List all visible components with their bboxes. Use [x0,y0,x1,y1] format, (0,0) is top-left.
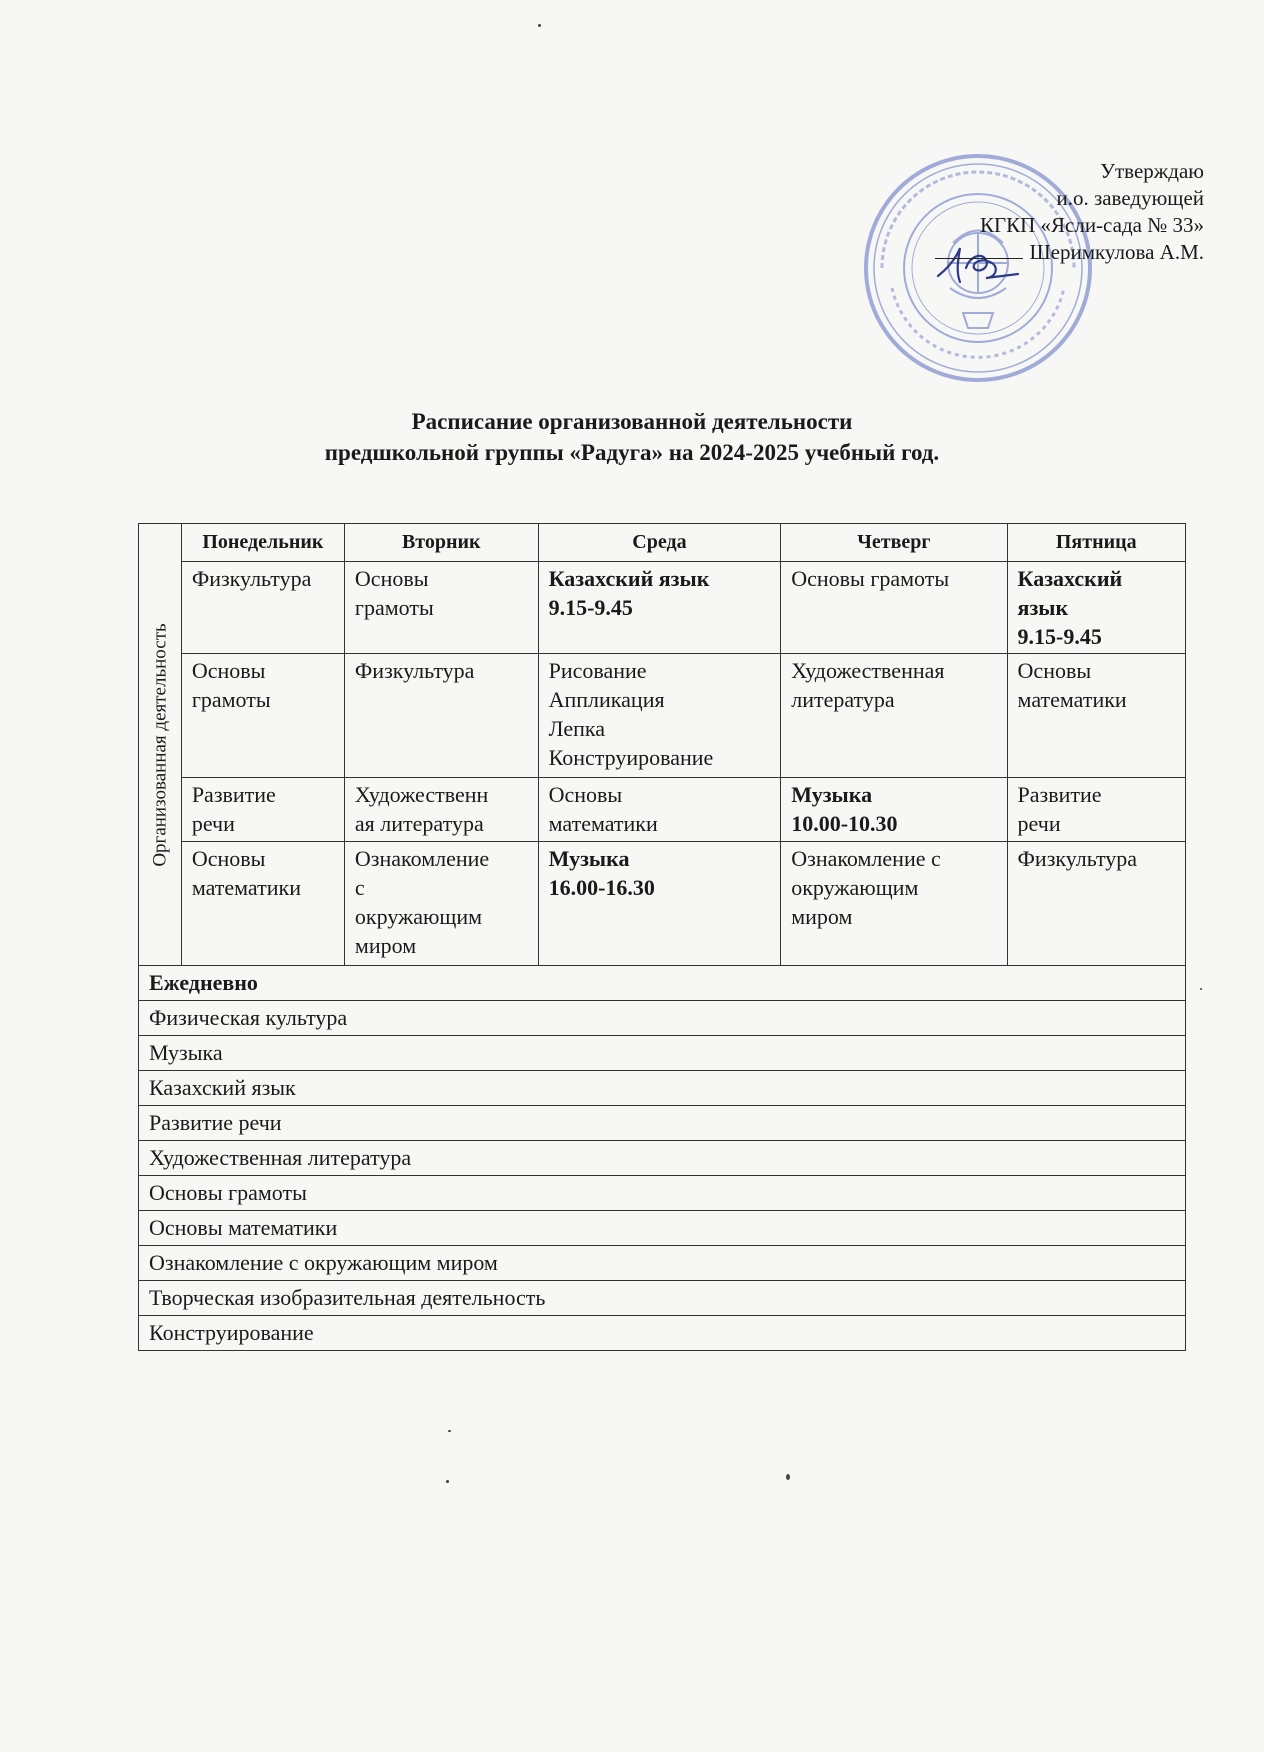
schedule-row [139,778,1186,842]
schedule-cell-monday [181,562,344,654]
cell-line: 10.00-10.30 [791,811,898,836]
scan-speck [538,24,541,27]
schedule-cell-tuesday [344,654,538,778]
cell-line: Рисование [548,658,647,683]
cell-line: Конструирование [548,745,714,770]
header-day-friday: Пятница [1007,524,1185,562]
cell-line: ая литература [354,811,484,836]
schedule-cell-friday [1007,842,1185,966]
cell-line: Ознакомление с [791,846,941,871]
daily-heading: Ежедневно [139,966,1186,1001]
cell-line: литература [791,687,895,712]
cell-line: Аппликация [548,687,665,712]
header-day-thursday: Четверг [781,524,1007,562]
cell-line: Основы [548,782,623,807]
cell-line: Музыка [791,782,873,807]
header-day-tuesday: Вторник [344,524,538,562]
daily-item: Основы математики [139,1211,1186,1246]
cell-line: грамоты [191,687,271,712]
daily-item: Художественная литература [139,1141,1186,1176]
daily-item: Творческая изобразительная деятельность [139,1281,1186,1316]
schedule-cell-wednesday [538,562,781,654]
daily-item: Ознакомление с окружающим миром [139,1246,1186,1281]
schedule-cell-thursday [781,778,1007,842]
cell-line: окружающим [354,904,483,929]
daily-item: Казахский язык [139,1071,1186,1106]
cell-line: 9.15-9.45 [548,595,633,620]
schedule-cell-wednesday [538,654,781,778]
schedule-cell-monday [181,778,344,842]
daily-row [139,1211,1186,1246]
daily-item: Развитие речи [139,1106,1186,1141]
title-line-1: Расписание организованной деятельности [411,409,853,434]
schedule-cell-tuesday [344,562,538,654]
schedule-cell-thursday [781,562,1007,654]
cell-line: Музыка [548,846,630,871]
daily-row [139,1001,1186,1036]
schedule-row [139,562,1186,654]
daily-row [139,1106,1186,1141]
approval-block [935,158,1204,266]
cell-line: 16.00-16.30 [548,875,655,900]
cell-line: грамоты [354,595,434,620]
daily-item: Физическая культура [139,1001,1186,1036]
daily-row [139,1316,1186,1351]
approval-line-approve: Утверждаю [1100,159,1204,183]
approval-line-organization: КГКП «Ясли-сада № 33» [979,213,1204,237]
cell-line: Ознакомление [354,846,490,871]
cell-line: Физкультура [191,566,312,591]
cell-line: Основы [1017,658,1092,683]
cell-line: речи [1017,811,1061,836]
header-day-wednesday: Среда [538,524,781,562]
scan-speck [448,1430,451,1432]
cell-line: Художественн [354,782,489,807]
cell-line: Казахский язык [548,566,710,591]
schedule-cell-wednesday [538,778,781,842]
cell-line: Основы грамоты [791,566,950,591]
cell-line: Физкультура [354,658,475,683]
daily-row [139,1071,1186,1106]
cell-line: математики [548,811,658,836]
cell-line: язык [1017,595,1069,620]
daily-row [139,1141,1186,1176]
scan-speck [1200,988,1202,990]
schedule-cell-friday [1007,654,1185,778]
table-header-row [139,524,1186,562]
cell-line: 9.15-9.45 [1017,624,1102,649]
approval-line-name: Шеримкулова А.М. [1029,240,1204,264]
schedule-cell-wednesday [538,842,781,966]
cell-line: речи [191,811,235,836]
daily-heading-row [139,966,1186,1001]
schedule-row [139,842,1186,966]
document-title [0,406,1264,468]
cell-line: Развитие [191,782,276,807]
schedule-cell-tuesday [344,842,538,966]
schedule-cell-monday [181,842,344,966]
daily-item: Музыка [139,1036,1186,1071]
cell-line: миром [791,904,853,929]
side-label: Организованная деятельность [149,622,171,867]
daily-item: Основы грамоты [139,1176,1186,1211]
cell-line: математики [191,875,301,900]
daily-row [139,1246,1186,1281]
schedule-cell-friday [1007,778,1185,842]
cell-line: Физкультура [1017,846,1138,871]
schedule-cell-monday [181,654,344,778]
schedule-cell-thursday [781,842,1007,966]
approval-line-position: и.о. заведующей [1056,186,1204,210]
daily-row [139,1281,1186,1316]
schedule-cell-tuesday [344,778,538,842]
signature-underline [935,244,1023,259]
cell-line: миром [354,933,417,958]
daily-row [139,1176,1186,1211]
cell-line: Казахский [1017,566,1123,591]
cell-line: математики [1017,687,1127,712]
cell-line: с [354,875,365,900]
cell-line: Художественная [791,658,945,683]
side-label-cell [139,524,182,966]
daily-row [139,1036,1186,1071]
daily-item: Конструирование [139,1316,1186,1351]
approval-line-name-row [935,239,1204,266]
scan-speck [446,1480,449,1483]
cell-line: Основы [191,846,266,871]
cell-line: Лепка [548,716,606,741]
header-day-monday: Понедельник [181,524,344,562]
schedule-cell-friday [1007,562,1185,654]
cell-line: Развитие [1017,782,1102,807]
schedule-row [139,654,1186,778]
scan-speck [786,1474,790,1480]
cell-line: окружающим [791,875,919,900]
cell-line: Основы [191,658,266,683]
schedule-cell-thursday [781,654,1007,778]
cell-line: Основы [354,566,429,591]
schedule-table [138,523,1186,1351]
title-line-2: предшкольной группы «Радуга» на 2024-2025 учебный год. [324,440,940,465]
